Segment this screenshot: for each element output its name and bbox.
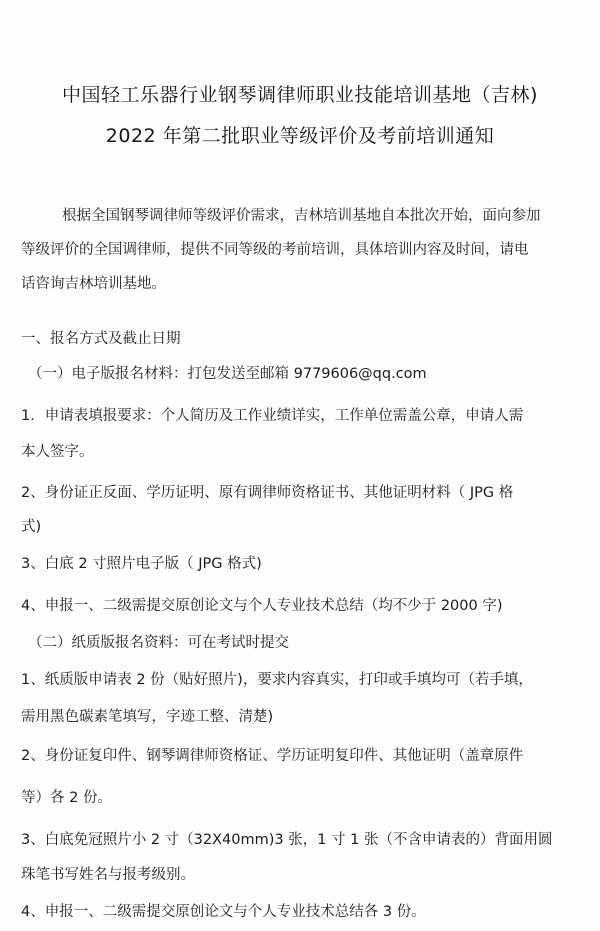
paper-item-1-line-2: 需用黑色碳素笔填写，字迹工整、清楚) bbox=[21, 709, 274, 725]
electronic-item-2-line-2: 式) bbox=[21, 519, 42, 535]
electronic-heading: （一）电子版报名材料：打包发送至邮箱 9779606@qq.com bbox=[28, 366, 427, 382]
paper-item-2-line-2: 等）各 2 份。 bbox=[21, 790, 112, 806]
electronic-item-1-line-1: 1．申请表填报要求：个人简历及工作业绩详实，工作单位需盖公章，申请人需 bbox=[21, 408, 524, 424]
electronic-item-4: 4、申报一、二级需提交原创论文与个人专业技术总结（均不少于 2000 字) bbox=[21, 598, 503, 614]
electronic-item-2-line-1: 2、身份证正反面、学历证明、原有调律师资格证书、其他证明材料（ JPG 格 bbox=[21, 485, 514, 501]
section-1-heading: 一、报名方式及截止日期 bbox=[21, 331, 181, 347]
title-line-2: 2022 年第二批职业等级评价及考前培训通知 bbox=[105, 125, 495, 147]
electronic-item-3: 3、白底 2 寸照片电子版（ JPG 格式) bbox=[21, 556, 262, 572]
paper-heading: （二）纸质版报名资料：可在考试时提交 bbox=[28, 635, 289, 651]
paper-item-4: 4、申报一、二级需提交原创论文与个人专业技术总结各 3 份。 bbox=[21, 904, 426, 920]
paper-item-3-line-1: 3、白底免冠照片小 2 寸（32X40mm)3 张，1 寸 1 张（不含申请表的）背面用圆 bbox=[21, 832, 553, 848]
intro-line-2: 等级评价的全国调律师，提供不同等级的考前培训，具体培训内容及时间，请电 bbox=[21, 242, 529, 258]
electronic-item-1-line-2: 本人签字。 bbox=[21, 444, 94, 460]
title-line-1: 中国轻工乐器行业钢琴调律师职业技能培训基地（吉林) bbox=[62, 84, 538, 106]
intro-line-1: 根据全国钢琴调律师等级评价需求，吉林培训基地自本批次开始，面向参加 bbox=[62, 208, 541, 224]
intro-line-3: 话咨询吉林培训基地。 bbox=[21, 276, 166, 292]
paper-item-1-line-1: 1、纸质版申请表 2 份（贴好照片)，要求内容真实，打印或手填均可（若手填， bbox=[21, 672, 533, 688]
paper-item-3-line-2: 珠笔书写姓名与报考级别。 bbox=[21, 867, 195, 883]
paper-item-2-line-1: 2、身份证复印件、钢琴调律师资格证、学历证明复印件、其他证明（盖章原件 bbox=[21, 748, 524, 764]
